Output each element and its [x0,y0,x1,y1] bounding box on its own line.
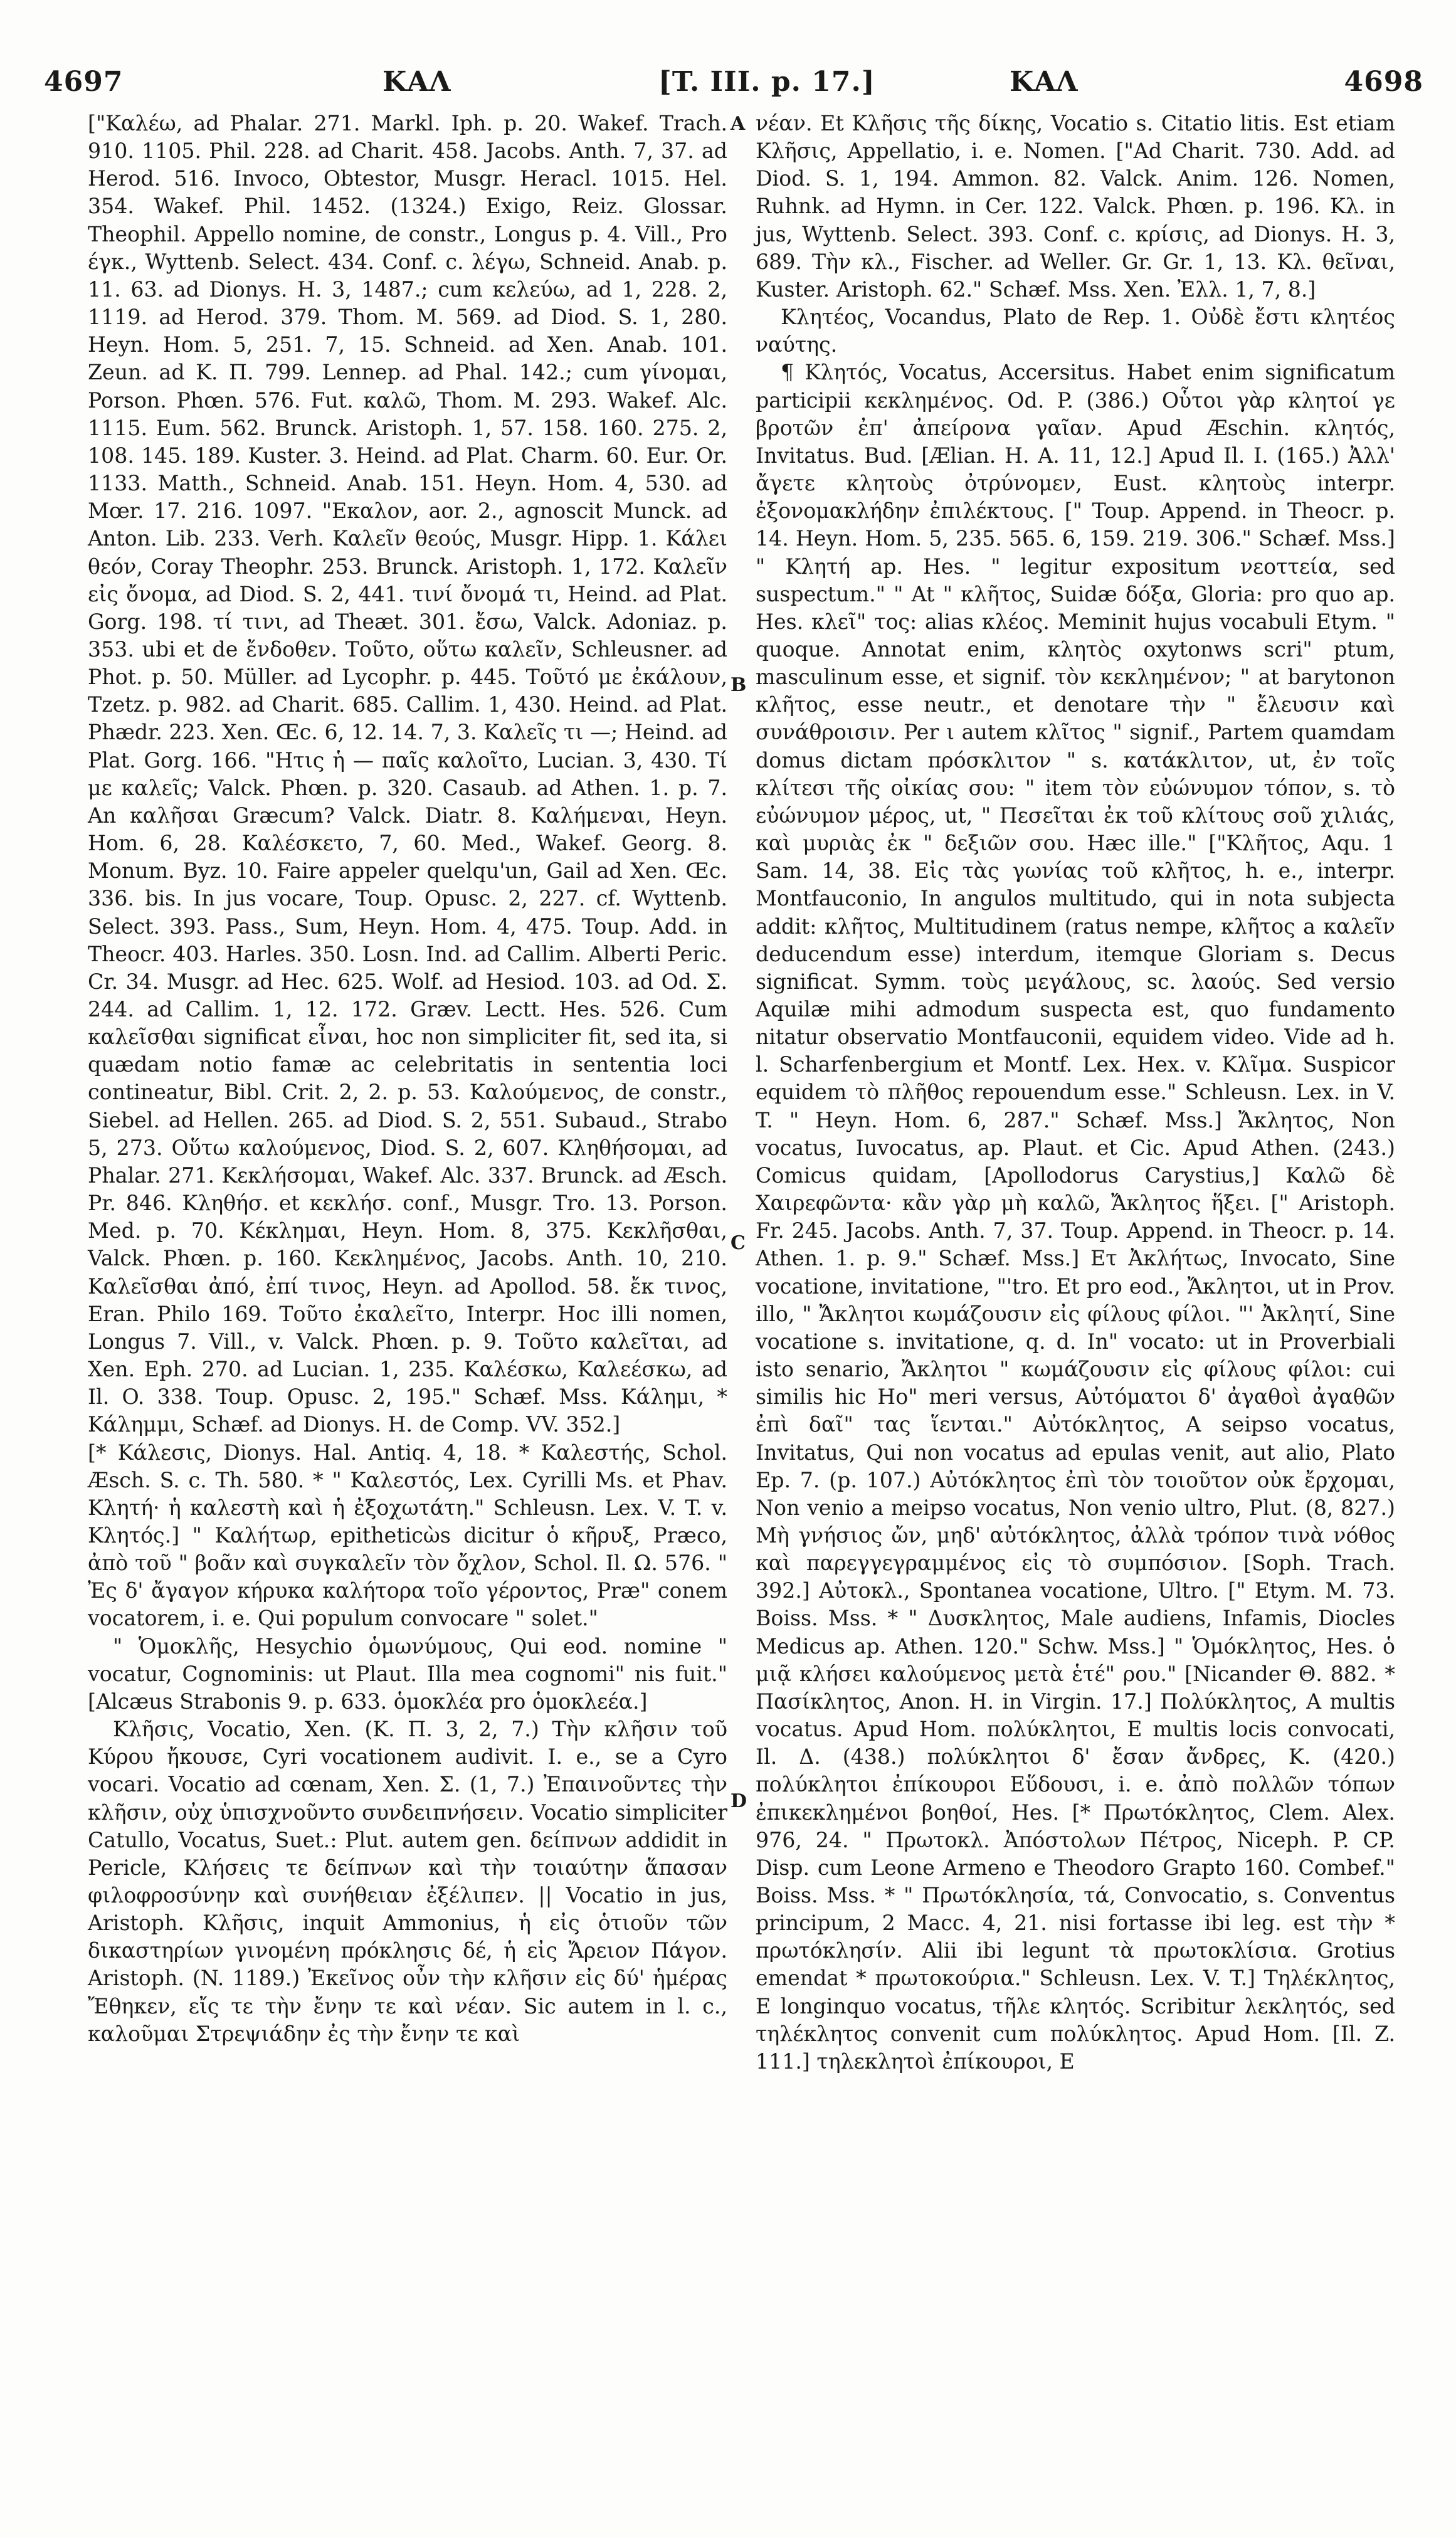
section-marker-c: C [731,1232,746,1254]
entry-kletos: ¶ Κλητός, Vocatus, Accersitus. Habet enim significatum participii κεκλημένος. Od. P. (386.) Οὗτοι γὰρ κλητοί γε βροτῶν ἐπ' ἀπείρονα γαῖαν. Apud Æschin. κλητός, Invitatus. Bud. [Ælian. H. A. 11, 12.] Apud Il. I. (165.) Ἀλλ' ἄγετε κλητοὺς ὀτρύνομεν, Eust. κλητοὺς interpr. ἐξονομακλήδην ἐπιλέκτους. [" Toup. Append. in Theocr. p. 14. Heyn. Hom. 5, 235. 565. 6, 159. 219. 306." Schæf. Mss.] " Κλητή ap. Hes. " legitur expositum νεοττεία, sed suspectum." " At " κλῆτος, Suidæ δόξα, Gloria: pro quo ap. Hes. κλεῖ" τος: alias κλέος. Meminit hujus vocabuli Etym. " quoque. Annotat enim, κλητὸς oxytonws scri" ptum, masculinum esse, et signif. τὸν κεκλημένον; " at barytonon κλῆτος, esse neutr., et denotare τὴν " ἔλευσιν καὶ συνάθροισιν. Per ι autem κλῖτος " signif., Partem quamdam domus dictam πρόσκλιτον " s. κατάκλιτον, ut, ἐν τοῖς κλίτεσι τῆς οἰκίας σου: " item τὸν εὐώνυμον τόπον, s. τὸ εὐώνυμον μέρος, ut, " Πεσεῖται ἐκ τοῦ κλίτους σοῦ χιλιάς, καὶ μυριὰς ἐκ " δεξιῶν σου. Hæc ille." ["Κλῆτος, Aqu. 1 Sam. 14, 38. Εἰς τὰς γωνίας τοῦ κλῆτος, h. e., interpr. Montfauconio, In angulos multitudo, qui in nota subjecta addit: κλῆτος, Multitudinem (ratus nempe, κλῆτος a καλεῖν deducendum esse) interdum, itemque Gloriam s. Decus significat. Symm. τοὺς μεγάλους, sc. λαούς. Sed versio Aquilæ mihi admodum suspecta est, quo fundamento nitatur observatio Montfauconii, equidem video. Vide ad h. l. Scharfenbergium et Montf. Lex. Hex. v. Κλῖμα. Suspicor equidem τὸ πλῆθος repouendum esse." Schleusn. Lex. in V. T. " Heyn. Hom. 6, 287." Schæf. Mss.] Ἄκλητος, Non vocatus, Iuvocatus, ap. Plaut. et Cic. Apud Athen. (243.) Comicus quidam, [Apollodorus Carystius,] Καλῶ δὲ Χαιρεφῶντα· κἂν γὰρ μὴ καλῶ, Ἄκλητος ἥξει. [" Aristoph. Fr. 245. Jacobs. Anth. 7, 37. Toup. Append. in Theocr. p. 14. Athen. 1. p. 9." Schæf. Mss.] Ετ Ἀκλήτως, Invocato, Sine vocatione, invitatione, "'tro. Et pro eod., Ἄκλητοι, ut in Prov. illo, " Ἄκλητοι κωμάζουσιν εἰς φίλους φίλοι. "' Ἀκλητί, Sine vocatione s. invitatione, q. d. In" vocato: ut in Proverbiali isto senario, Ἄκλητοι " κωμάζουσιν εἰς φίλους φίλοι: cui similis hic Ho" meri versus, Αὐτόματοι δ' ἀγαθοὶ ἀγαθῶν ἐπὶ δαῖ" τας ἵενται." Αὐτόκλητος, A seipso vocatus, Invitatus, Qui non vocatus ad epulas venit, aut alio, Plato Ep. 7. (p. 107.) Αὐτόκλητος ἐπὶ τὸν τοιοῦτον οὐκ ἔρχομαι, Non venio a meipso vocatus, Non venio ultro, Plut. (8, 827.) Μὴ γνήσιος ὤν, μηδ' αὐτόκλητος, ἀλλὰ τρόπον τινὰ νόθος καὶ παρεγγεγραμμένος εἰς τὸ συμπόσιον. [Soph. Trach. 392.] Αὐτοκλ., Spontanea vocatione, Ultro. [" Etym. M. 73. Boiss. Mss. * " Δυσκλητος, Male audiens, Infamis, Diocles Medicus ap. Athen. 120." Schw. Mss.] " Ὁμόκλητος, Hes. ὁ μιᾷ κλήσει καλούμενος μετὰ ἑτέ" ρου." [Nicander Θ. 882. * Πασίκλητος, Anon. H. in Virgin. 17.] Πολύκλητος, A multis vocatus. Apud Hom. πολύκλητοι, E multis locis convocati, Il. Δ. (438.) πολύκλητοι δ' ἔσαν ἄνδρες, K. (420.) πολύκλητοι ἐπίκουροι Εὕδουσι, i. e. ἀπὸ πολλῶν τόπων ἐπικεκλημένοι βοηθοί, Hes. [* Πρωτόκλητος, Clem. Alex. 976, 24. " Πρωτοκλ. Ἀπόστολων Πέτρος, Niceph. P. CP. Disp. cum Leone Armeno e Theodoro Grapto 160. Combef." Boiss. Mss. * " Πρωτόκλησία, τά, Convocatio, s. Conventus principum, 2 Macc. 4, 21. nisi fortasse ibi leg. est τὴν * πρωτόκλησίν. Alii ibi legunt τὰ πρωτοκλίσια. Grotius emendat * πρωτοκούρια." Schleusn. Lex. V. T.] Τηλέκλητος, E longinquo vocatus, τῆλε κλητός. Scribitur λεκλητός, sed τηλέκλητος convenit cum πολύκλητος. Apud Hom. [Il. Z. 111.] τηλεκλητοὶ ἐπίκουροι, E [756,360,1395,2074]
entry-kalesis: [* Κάλεσις, Dionys. Hal. Antiq. 4, 18. * Καλεστής, Schol. Æsch. S. c. Th. 580. * " Καλεστός, Lex. Cyrilli Ms. et Phav. Κλητή· ἡ καλεστὴ καὶ ἡ ἐξοχωτάτη." Schleusn. Lex. V. T. v. Κλητός.] " Καλήτωρ, epitheticὼs dicitur ὁ κῆρυξ, Præco, ἀπὸ τοῦ " βοᾶν καὶ συγκαλεῖν τὸν ὄχλον, Schol. Il. Ω. 576. " Ἐς δ' ἄγαγον κήρυκα καλήτορα τοῖο γέροντος, Præ" conem vocatorem, i. e. Qui populum convocare " solet." [88,1440,727,1631]
entry-homokles: " Ὁμοκλῆς, Hesychio ὁμωνύμους, Qui eod. nomine " vocatur, Cognominis: ut Plaut. Illa mea cognomi" nis fuit." [Alcæus Strabonis 9. p. 633. ὁμοκλέα pro ὁμοκλεέα.] [88,1633,727,1714]
page-number-right: 4698 [1344,66,1423,98]
page-header [44,66,1423,116]
running-head-right: ΚΑΛ [1010,66,1079,98]
volume-reference: [T. III. p. 17.] [658,66,875,98]
section-marker-b: B [731,674,747,696]
page-number-left: 4697 [44,66,124,98]
left-column [88,110,727,2048]
entry-klesis: Κλῆσις, Vocatio, Xen. (K. Π. 3, 2, 7.) Τὴν κλῆσιν τοῦ Κύρου ἤκουσε, Cyri vocationem audivit. I. e., se a Cyro vocari. Vocatio ad cœnam, Xen. Σ. (1, 7.) Ἐπαινοῦντες τὴν κλῆσιν, οὐχ ὑπισχνοῦντο συνδειπνήσειν. Vocatio simpliciter Catullo, Vocatus, Suet.: Plut. autem gen. δείπνων addidit in Pericle, Κλήσεις τε δείπνων καὶ τὴν τοιαύτην ἅπασαν φιλοφροσύνην καὶ συνήθειαν ἐξέλιπεν. || Vocatio in jus, Aristoph. Κλῆσις, inquit Ammonius, ἡ εἰς ὁτιοῦν τῶν δικαστηρίων γινομένη πρόκλησις δέ, ἡ εἰς Ἄρειον Πάγον. Aristoph. (N. 1189.) Ἐκεῖνος οὖν τὴν κλῆσιν εἰς δύ' ἡμέρας Ἔθηκεν, εἴς τε τὴν ἔνην τε καὶ νέαν. Sic autem in l. c., καλοῦμαι Στρεψιάδην ἐς τὴν ἔνην τε καὶ [88,1717,727,2046]
entry-kaleo-notes: ["Καλέω, ad Phalar. 271. Markl. Iph. p. 20. Wakef. Trach. 910. 1105. Phil. 228. ad Charit. 458. Jacobs. Anth. 7, 37. ad Herod. 516. Invoco, Obtestor, Musgr. Heracl. 1015. Hel. 354. Wakef. Phil. 1452. (1324.) Exigo, Reiz. Glossar. Theophil. Appello nomine, de constr., Longus p. 4. Vill., Pro έγκ., Wyttenb. Select. 434. Conf. c. λέγω, Schneid. Anab. p. 11. 63. ad Dionys. H. 3, 1487.; cum κελεύω, ad 1, 228. 2, 1119. ad Herod. 379. Thom. M. 569. ad Diod. S. 1, 280. Heyn. Hom. 5, 251. 7, 15. Schneid. ad Xen. Anab. 101. Zeun. ad K. Π. 799. Lennep. ad Phal. 142.; cum γίνομαι, Porson. Phœn. 576. Fut. καλῶ, Thom. M. 293. Wakef. Alc. 1115. Eum. 562. Brunck. Aristoph. 1, 57. 158. 160. 275. 2, 108. 145. 189. Kuster. 3. Heind. ad Plat. Charm. 60. Eur. Or. 1133. Matth., Schneid. Anab. 151. Heyn. Hom. 4, 530. ad Mœr. 17. 216. 1097. "Εκαλον, aor. 2., agnoscit Munck. ad Anton. Lib. 233. Verh. Καλεῖν θεούς, Musgr. Hipp. 1. Κάλει θεόν, Coray Theophr. 253. Brunck. Aristoph. 1, 172. Καλεῖν εἰς ὄνομα, ad Diod. S. 2, 441. τινί ὄνομά τι, Heind. ad Plat. Gorg. 198. τί τινι, ad Theæt. 301. ἔσω, Valck. Adoniaz. p. 353. ubi et de ἔνδοθεν. Τοῦτο, οὕτω καλεῖν, Schleusner. ad Phot. p. 50. Müller. ad Lycophr. p. 445. Τοῦτό με ἐκάλουν, Tzetz. p. 982. ad Charit. 685. Callim. 1, 430. Heind. ad Plat. Phædr. 223. Xen. Œc. 6, 12. 14. 7, 3. Καλεῖς τι —; Heind. ad Plat. Gorg. 166. "Ητις ἡ — παῖς καλοῖτο, Lucian. 3, 430. Τί με καλεῖς; Valck. Phœn. p. 320. Casaub. ad Athen. 1. p. 7. An καλῆσαι Græcum? Valck. Diatr. 8. Καλήμεναι, Heyn. Hom. 6, 28. Καλέσκετο, 7, 60. Med., Wakef. Georg. 8. Monum. Byz. 10. Faire appeler quelqu'un, Gail ad Xen. Œc. 336. bis. In jus vocare, Toup. Opusc. 2, 227. cf. Wyttenb. Select. 393. Pass., Sum, Heyn. Hom. 4, 475. Toup. Add. in Theocr. 403. Harles. 350. Losn. Ind. ad Callim. Alberti Peric. Cr. 34. Musgr. ad Hec. 625. Wolf. ad Hesiod. 103. ad Od. Σ. 244. ad Callim. 1, 12. 172. Græv. Lectt. Hes. 526. Cum καλεῖσθαι significat εἶναι, hoc non simpliciter fit, sed ita, si quædam notio famæ ac celebritatis in sententia loci contineatur, Bibl. Crit. 2, 2. p. 53. Καλούμενος, de constr., Siebel. ad Hellen. 265. ad Diod. S. 2, 551. Subaud., Strabo 5, 273. Οὕτω καλούμενος, Diod. S. 2, 607. Κληθήσομαι, ad Phalar. 271. Κεκλήσομαι, Wakef. Alc. 337. Brunck. ad Æsch. Pr. 846. Κληθήσ. et κεκλήσ. conf., Musgr. Tro. 13. Porson. Med. p. 70. Κέκλημαι, Heyn. Hom. 8, 375. Κεκλῆσθαι, Valck. Phœn. p. 160. Κεκλημένος, Jacobs. Anth. 10, 210. Καλεῖσθαι ἀπό, ἐπί τινος, Heyn. ad Apollod. 58. ἔκ τινος, Eran. Philo 169. Τοῦτο ἐκαλεῖτο, Interpr. Hoc illi nomen, Longus 7. Vill., v. Valck. Phœn. p. 9. Τοῦτο καλεῖται, ad Xen. Eph. 270. ad Lucian. 1, 235. Καλέσκω, Καλεέσκω, ad Il. O. 338. Toup. Opusc. 2, 195." Schæf. Mss. Κάλημι, * Κάλημμι, Schæf. ad Dionys. H. de Comp. VV. 352.] [88,111,727,1437]
entry-kleteos: Κλητέος, Vocandus, Plato de Rep. 1. Οὐδὲ ἔστι κλητέος ναύτης. [756,305,1395,357]
section-marker-d: D [731,1790,747,1812]
entry-klesis-continued: νέαν. Et Κλῆσις τῆς δίκης, Vocatio s. Citatio litis. Est etiam Κλῆσις, Appellatio, i. e. Nomen. ["Ad Charit. 730. Add. ad Diod. S. 1, 194. Ammon. 82. Valck. Anim. 126. Nomen, Ruhnk. ad Hymn. in Cer. 122. Valck. Phœn. p. 196. Κλ. in jus, Wyttenb. Select. 393. Conf. c. κρίσις, ad Dionys. H. 3, 689. Τὴν κλ., Fischer. ad Weller. Gr. Gr. 1, 13. Κλ. θεῖναι, Kuster. Aristoph. 62." Schæf. Mss. Xen. Ἐλλ. 1, 7, 8.] [756,111,1395,302]
section-marker-a: A [731,113,746,135]
running-head-left: ΚΑΛ [382,66,451,98]
right-column [756,110,1395,2075]
